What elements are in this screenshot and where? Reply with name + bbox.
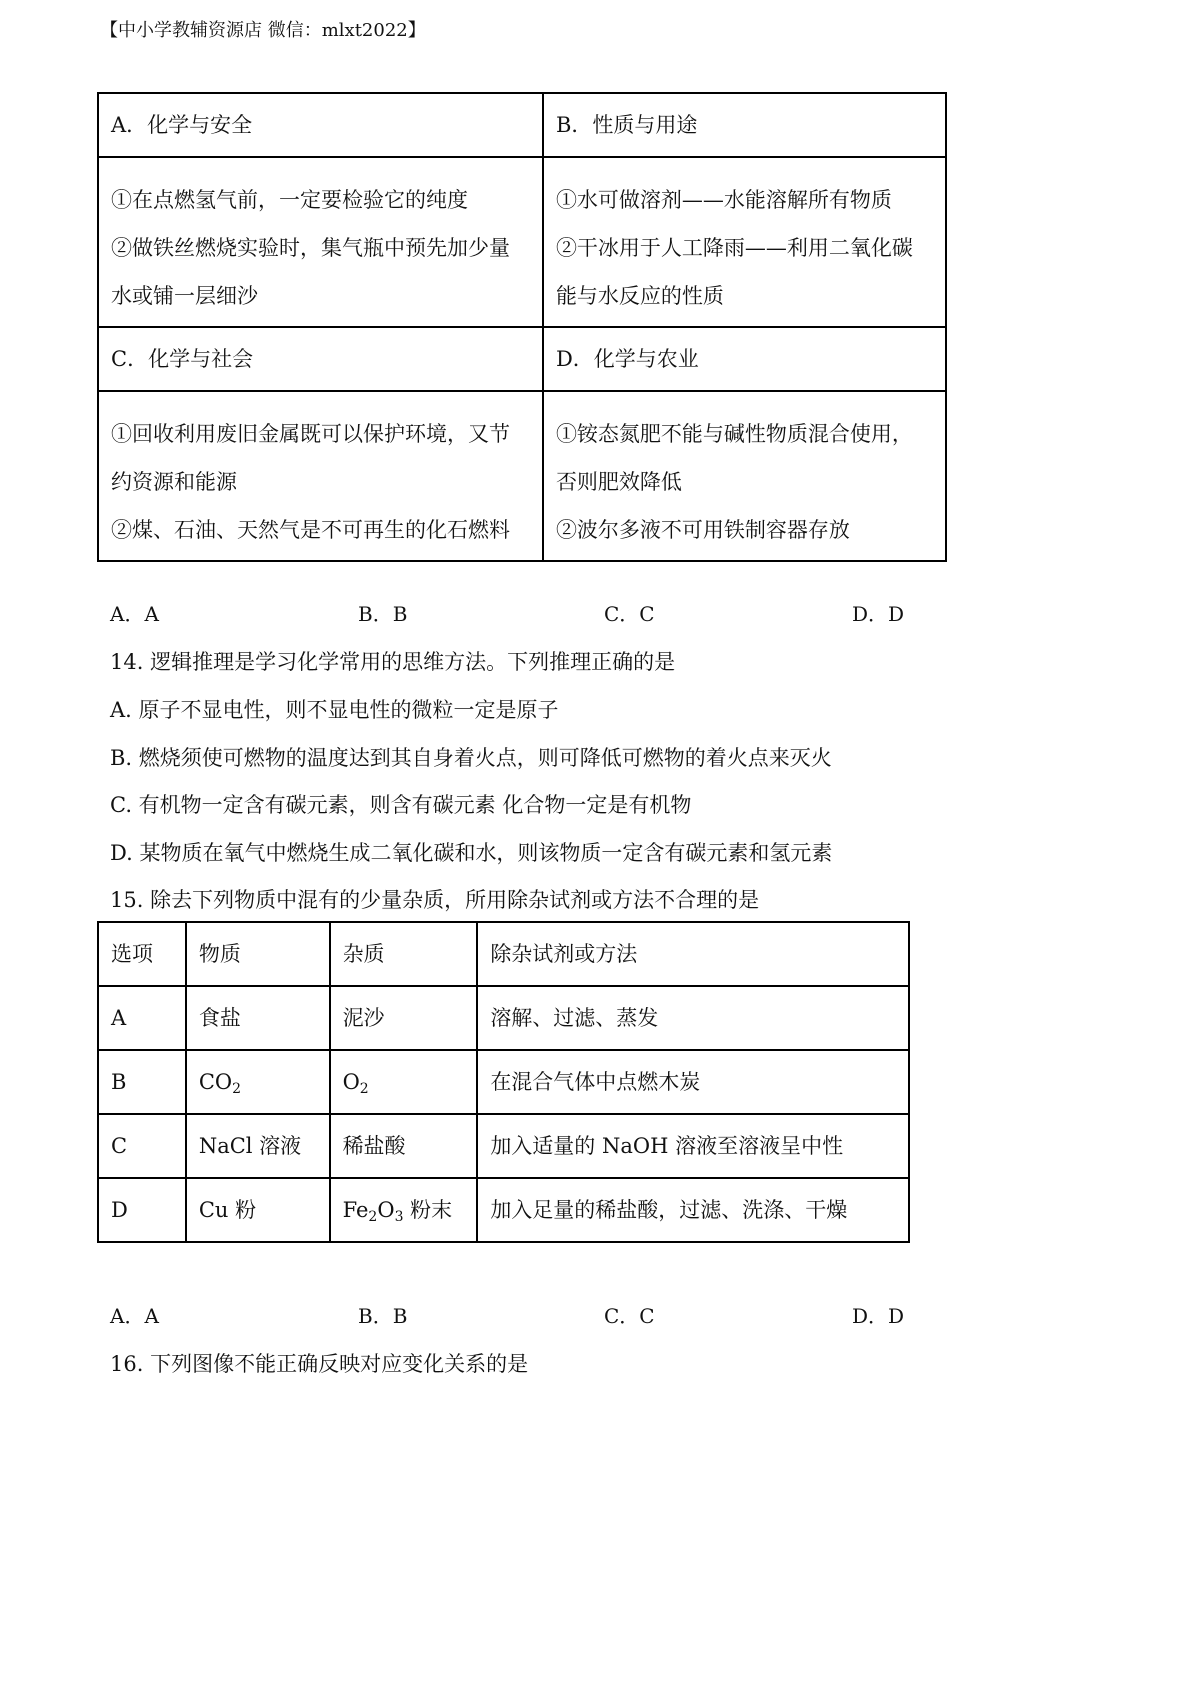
q13-cell-d-body	[543, 391, 946, 561]
q15-table	[97, 921, 910, 1243]
q13-cell-d-title: D．化学与农业	[543, 327, 946, 391]
q15-row-d-substance: Cu 粉	[186, 1178, 330, 1242]
q16-stem: 16. 下列图像不能正确反映对应变化关系的是	[110, 1352, 529, 1376]
q13-choice-d: D．D	[852, 602, 905, 626]
q15-row-b	[98, 1050, 909, 1114]
q13-b-line-1: ①水可做溶剂——水能溶解所有物质	[555, 188, 892, 212]
q13-choice-a: A．A	[110, 602, 159, 626]
q15-row-c-impurity: 稀盐酸	[330, 1114, 478, 1178]
q15-row-d-impurity-sub2: 3	[394, 1209, 404, 1225]
q15-row-b-impurity	[330, 1050, 478, 1114]
q14-option-c: C. 有机物一定含有碳元素，则含有碳元素 化合物一定是有机物	[110, 793, 692, 817]
q13-choice-b: B．B	[358, 602, 408, 626]
q13-options-table	[97, 92, 947, 562]
q13-c-line-2: ②煤、石油、天然气是不可再生的化石燃料	[111, 518, 510, 542]
q15-choice-d: D．D	[852, 1304, 905, 1328]
q13-cell-c-body	[98, 391, 543, 561]
q15-row-b-impurity-sub: 2	[359, 1081, 369, 1097]
q15-row-b-option: B	[98, 1050, 186, 1114]
q15-row-b-substance	[186, 1050, 330, 1114]
q13-a-line-1: ①在点燃氢气前，一定要检验它的纯度	[111, 188, 468, 212]
q14-stem: 14. 逻辑推理是学习化学常用的思维方法。下列推理正确的是	[110, 650, 676, 674]
q13-cell-b-body	[543, 157, 946, 327]
q15-row-b-method: 在混合气体中点燃木炭	[477, 1050, 909, 1114]
header-note: 【中小学教辅资源店 微信：mlxt2022】	[100, 20, 426, 41]
q15-row-d-option: D	[98, 1178, 186, 1242]
q15-row-d-impurity	[330, 1178, 478, 1242]
q13-a-line-2: ②做铁丝燃烧实验时，集气瓶中预先加少量水或铺一层细沙	[111, 236, 510, 308]
q15-header-option: 选项	[98, 922, 186, 986]
q15-row-d-impurity-tail: 粉末	[403, 1198, 453, 1222]
q15-choice-a: A．A	[110, 1304, 159, 1328]
q15-row-a-method: 溶解、过滤、蒸发	[477, 986, 909, 1050]
q13-cell-b-title: B．性质与用途	[543, 93, 946, 157]
q14-option-b: B. 燃烧须使可燃物的温度达到其自身着火点，则可降低可燃物的着火点来灭火	[110, 746, 832, 770]
q13-cell-a-title: A．化学与安全	[98, 93, 543, 157]
q13-c-line-1: ①回收利用废旧金属既可以保护环境，又节约资源和能源	[111, 422, 510, 494]
q13-cell-c-title: C．化学与社会	[98, 327, 543, 391]
q15-row-d-impurity-sub1: 2	[368, 1209, 378, 1225]
q15-row-d-impurity-o: O	[377, 1198, 395, 1222]
q13-b-line-2: ②干冰用于人工降雨——利用二氧化碳能与水反应的性质	[555, 236, 913, 308]
q15-row-d	[98, 1178, 909, 1242]
q15-header-substance: 物质	[186, 922, 330, 986]
q15-row-a-impurity: 泥沙	[330, 986, 478, 1050]
q15-row-b-substance-sub: 2	[232, 1081, 242, 1097]
q15-header-method: 除杂试剂或方法	[477, 922, 909, 986]
q13-d-line-2: ②波尔多液不可用铁制容器存放	[555, 518, 850, 542]
q15-choice-c: C．C	[604, 1304, 655, 1328]
q13-d-line-1: ①铵态氮肥不能与碱性物质混合使用，否则肥效降低	[555, 422, 913, 494]
q15-header-impurity: 杂质	[330, 922, 478, 986]
q15-table-header-row	[98, 922, 909, 986]
q15-row-b-impurity-main: O	[342, 1070, 360, 1094]
q13-cell-a-body	[98, 157, 543, 327]
q15-row-d-impurity-fe: Fe	[342, 1198, 369, 1222]
q15-row-c-option: C	[98, 1114, 186, 1178]
q14-option-d: D. 某物质在氧气中燃烧生成二氧化碳和水，则该物质一定含有碳元素和氢元素	[110, 841, 833, 865]
q15-row-a-option: A	[98, 986, 186, 1050]
q15-choice-b: B．B	[358, 1304, 408, 1328]
q15-row-c-method: 加入适量的 NaOH 溶液至溶液呈中性	[477, 1114, 909, 1178]
q13-choice-c: C．C	[604, 602, 655, 626]
q15-row-c	[98, 1114, 909, 1178]
q15-row-b-substance-main: CO	[198, 1070, 233, 1094]
q14-option-a: A. 原子不显电性，则不显电性的微粒一定是原子	[110, 698, 559, 722]
q15-row-a	[98, 986, 909, 1050]
q15-row-d-method: 加入足量的稀盐酸，过滤、洗涤、干燥	[477, 1178, 909, 1242]
q15-stem: 15. 除去下列物质中混有的少量杂质，所用除杂试剂或方法不合理的是	[110, 888, 760, 912]
q15-row-c-substance: NaCl 溶液	[186, 1114, 330, 1178]
q15-row-a-substance: 食盐	[186, 986, 330, 1050]
